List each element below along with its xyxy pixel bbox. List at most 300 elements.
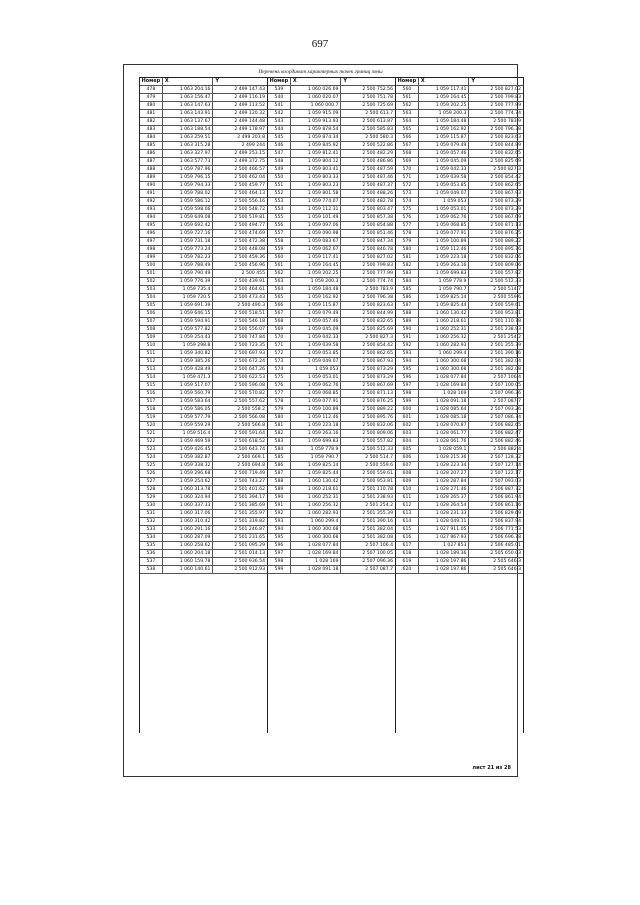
table-block-2 <box>267 77 395 733</box>
table-row <box>140 310 267 318</box>
table-row <box>396 374 523 382</box>
table-row <box>268 142 395 150</box>
table-row <box>396 470 523 478</box>
point-number: 571 <box>268 342 291 349</box>
coordinate-x: 1 028 085.64 <box>419 406 470 413</box>
table-row <box>140 110 267 118</box>
point-number: 592 <box>396 342 419 349</box>
point-number: 482 <box>140 118 163 125</box>
point-number: 547 <box>268 150 291 157</box>
coordinate-x: 1 059 068.85 <box>419 222 470 229</box>
coordinate-x: 1 059 200.3 <box>291 278 342 285</box>
coordinate-y: 2 507 093.26 <box>490 407 521 412</box>
point-number: 600 <box>396 406 419 413</box>
coordinate-y: 2 500 846.78 <box>362 247 393 252</box>
coordinate-x: 1 028 091.18 <box>419 398 470 405</box>
coordinate-x: 1 059 720.5 <box>163 294 214 301</box>
table-row <box>140 294 267 302</box>
coordinate-x: 1 059 426.45 <box>163 446 214 453</box>
point-number: 516 <box>140 390 163 397</box>
table-header-row <box>396 78 523 86</box>
coordinate-x: 1 060 337.33 <box>163 502 214 509</box>
coordinate-y: 2 500 488.26 <box>362 191 393 196</box>
coordinate-y: 2 505 646.3 <box>493 567 521 572</box>
point-number: 486 <box>140 150 163 157</box>
coordinate-x: 1 059 649.08 <box>163 214 214 221</box>
table-row <box>396 182 523 190</box>
coordinate-y: 2 500 895.76 <box>362 415 393 420</box>
coordinate-y: 2 507 087.7 <box>365 567 393 572</box>
table-row <box>140 270 267 278</box>
coordinate-y: 2 500 777.99 <box>490 103 521 108</box>
coordinate-x: 1 059 184.48 <box>419 118 470 125</box>
point-number: 543 <box>268 118 291 125</box>
point-number: 491 <box>140 190 163 197</box>
coordinate-y: 2 500 796.38 <box>362 295 393 300</box>
table-row <box>140 454 267 462</box>
point-number: 620 <box>396 566 419 573</box>
point-number: 570 <box>268 334 291 341</box>
table-row <box>396 366 523 374</box>
table-row <box>140 142 267 150</box>
coordinate-x: 1 059 090.98 <box>291 230 342 237</box>
coordinate-y: 2 499 120.32 <box>234 111 265 116</box>
point-number: 518 <box>140 406 163 413</box>
point-number: 565 <box>396 126 419 133</box>
point-number: 494 <box>140 214 163 221</box>
coordinate-x: 1 059 776.39 <box>163 278 214 285</box>
table-row <box>140 206 267 214</box>
coordinate-y: 2 500 512.33 <box>362 447 393 452</box>
coordinate-y: 2 501 390.16 <box>362 519 393 524</box>
coordinate-y: 2 501 394.17 <box>234 495 265 500</box>
point-number: 539 <box>268 86 291 93</box>
table-row <box>396 566 523 574</box>
coordinate-y: 2 500 514.7 <box>365 455 393 460</box>
point-number: 618 <box>396 550 419 557</box>
page-number: 697 <box>311 38 329 50</box>
point-number: 555 <box>268 214 291 221</box>
point-number: 530 <box>140 502 163 509</box>
coordinate-y: 2 500 557.82 <box>490 271 521 276</box>
point-number: 502 <box>140 278 163 285</box>
point-number: 533 <box>140 526 163 533</box>
point-number: 572 <box>268 350 291 357</box>
coordinate-y: 2 500 697.93 <box>234 351 265 356</box>
coordinate-x: 1 059 053.01 <box>419 206 470 213</box>
point-number: 504 <box>140 294 163 301</box>
table-row <box>396 558 523 566</box>
coordinate-y: 2 500 953.81 <box>362 479 393 484</box>
point-number: 509 <box>140 334 163 341</box>
coordinate-y: 2 500 827.02 <box>362 255 393 260</box>
coordinate-x: 1 059 101.49 <box>291 214 342 221</box>
coordinate-y: 2 500 464.13 <box>234 191 265 196</box>
coordinate-x: 1 059 796.15 <box>163 174 214 181</box>
coordinate-y: 2 500 580.3 <box>365 135 393 140</box>
coordinate-x: 1 028 085.18 <box>419 414 470 421</box>
table-row <box>140 214 267 222</box>
point-number: 542 <box>268 110 291 117</box>
coordinate-y: 2 500 743.27 <box>234 479 265 484</box>
coordinate-y: 2 500 936.54 <box>234 559 265 564</box>
table-row <box>396 430 523 438</box>
table-row <box>268 214 395 222</box>
table-row <box>268 254 395 262</box>
point-number: 582 <box>396 262 419 269</box>
coordinate-x: 1 028 197.86 <box>419 566 470 573</box>
coordinate-y: 2 500 466.57 <box>234 167 265 172</box>
coordinate-x: 1 059 117.41 <box>419 86 470 93</box>
coordinate-x: 1 059 298.8 <box>163 342 214 349</box>
coordinate-x: 1 059 804.12 <box>291 158 342 165</box>
coordinate-x: 1 059 112.31 <box>291 206 342 213</box>
coordinate-x: 1 059 077.91 <box>291 398 342 405</box>
coordinate-y: 2 501 014.13 <box>234 551 265 556</box>
point-number: 558 <box>268 238 291 245</box>
coordinate-x: 1 059 039.58 <box>291 342 342 349</box>
table-row <box>396 150 523 158</box>
point-number: 591 <box>268 502 291 509</box>
table-row <box>140 382 267 390</box>
table-row <box>140 326 267 334</box>
table-row <box>140 422 267 430</box>
header-y: Y <box>471 78 476 84</box>
table-row <box>140 558 267 566</box>
coordinate-x: 1 059 812.41 <box>291 150 342 157</box>
table-row <box>268 366 395 374</box>
table-row <box>268 382 395 390</box>
coordinate-y: 2 500 774.74 <box>362 279 393 284</box>
coordinate-x: 1 027 853 <box>419 542 470 549</box>
coordinate-y: 2 500 487.59 <box>362 167 393 172</box>
coordinate-y: 2 500 827.3 <box>493 167 521 172</box>
coordinate-x: 1 059 773.24 <box>163 246 214 253</box>
table-row <box>140 334 267 342</box>
coordinate-y: 2 499 116.19 <box>234 95 265 100</box>
coordinate-y: 2 500 557.62 <box>234 399 265 404</box>
table-row <box>268 206 395 214</box>
coordinate-y: 2 500 827.02 <box>490 87 521 92</box>
coordinate-x: 1 060 300.68 <box>291 534 342 541</box>
coordinate-y: 2 506 882.46 <box>490 439 521 444</box>
coordinate-y: 2 500 854.42 <box>362 343 393 348</box>
table-row <box>396 94 523 102</box>
coordinate-y: 2 500 559.6 <box>365 463 393 468</box>
point-number: 484 <box>140 134 163 141</box>
coordinate-x: 1 059 254.43 <box>163 334 214 341</box>
point-number: 507 <box>140 318 163 325</box>
table-row <box>140 158 267 166</box>
table-row <box>396 118 523 126</box>
point-number: 610 <box>396 486 419 493</box>
point-number: 598 <box>268 558 291 565</box>
point-number: 587 <box>268 470 291 477</box>
point-number: 617 <box>396 542 419 549</box>
table-row <box>396 86 523 94</box>
point-number: 590 <box>396 326 419 333</box>
table-row <box>396 510 523 518</box>
coordinate-y: 2 499 372.75 <box>234 159 265 164</box>
point-number: 565 <box>268 294 291 301</box>
table-row <box>268 510 395 518</box>
table-row <box>396 350 523 358</box>
coordinate-y: 2 507 127.14 <box>490 463 521 468</box>
coordinate-y: 2 500 825.69 <box>362 327 393 332</box>
table-row <box>140 302 267 310</box>
coordinate-x: 1 059 699.83 <box>291 438 342 445</box>
coordinate-x: 1 059 340.82 <box>163 350 214 357</box>
point-number: 548 <box>268 158 291 165</box>
coordinate-x: 1 059 263.16 <box>291 430 342 437</box>
table-row <box>268 310 395 318</box>
point-number: 579 <box>396 238 419 245</box>
table-row <box>396 414 523 422</box>
table-row <box>140 126 267 134</box>
table-row <box>140 502 267 510</box>
point-number: 584 <box>396 278 419 285</box>
table-row <box>396 102 523 110</box>
table-row <box>268 262 395 270</box>
coordinate-y: 2 500 844.99 <box>490 143 521 148</box>
coordinate-y: 2 500 448.08 <box>234 247 265 252</box>
table-row <box>396 422 523 430</box>
point-number: 501 <box>140 270 163 277</box>
point-number: 496 <box>140 230 163 237</box>
coordinate-x: 1 059 794.33 <box>163 182 214 189</box>
table-row <box>268 558 395 566</box>
coordinate-x: 1 060 026.69 <box>291 86 342 93</box>
coordinate-x: 1 059 782.23 <box>163 254 214 261</box>
coordinate-y: 2 507 100.05 <box>362 551 393 556</box>
table-row <box>396 246 523 254</box>
coordinate-y: 2 500 672.24 <box>234 359 265 364</box>
coordinate-x: 1 063 156.47 <box>163 94 214 101</box>
point-number: 515 <box>140 382 163 389</box>
point-number: 593 <box>396 350 419 357</box>
point-number: 596 <box>396 374 419 381</box>
coordinate-y: 2 507 096.36 <box>362 559 393 564</box>
coordinate-x: 1 059 100.89 <box>419 238 470 245</box>
table-row <box>140 86 267 94</box>
point-number: 598 <box>396 390 419 397</box>
table-row <box>396 302 523 310</box>
table-row <box>396 222 523 230</box>
header-x: X <box>163 78 214 85</box>
coordinate-x: 1 059 825.14 <box>291 462 342 469</box>
point-number: 500 <box>140 262 163 269</box>
point-number: 560 <box>268 254 291 261</box>
coordinate-x: 1 028 059.1 <box>419 446 470 453</box>
table-row <box>396 398 523 406</box>
coordinate-x: 1 059 469.59 <box>163 438 214 445</box>
coordinate-y: 2 499 144.48 <box>234 119 265 124</box>
coordinate-y: 2 500 867.93 <box>490 191 521 196</box>
point-number: 580 <box>396 246 419 253</box>
coordinate-x: 1 059 825.14 <box>419 294 470 301</box>
coordinate-x: 1 059 223.18 <box>419 254 470 261</box>
coordinate-x: 1 060 218.61 <box>419 318 470 325</box>
coordinate-y: 2 500 486.86 <box>362 159 393 164</box>
coordinate-y: 2 501 401.62 <box>234 487 265 492</box>
coordinate-x: 1 060 317.06 <box>163 510 214 517</box>
coordinate-x: 1 059 594.91 <box>163 318 214 325</box>
table-row <box>396 494 523 502</box>
coordinate-x: 1 059 057.46 <box>291 318 342 325</box>
coordinate-y: 2 500 862.65 <box>490 183 521 188</box>
coordinate-x: 1 028 061.76 <box>419 438 470 445</box>
point-number: 592 <box>268 510 291 517</box>
table-row <box>268 478 395 486</box>
coordinate-y: 2 500 725.69 <box>362 103 393 108</box>
coordinate-y: 2 500 825.69 <box>490 159 521 164</box>
table-row <box>140 390 267 398</box>
coordinate-x: 1 059 068.85 <box>291 390 342 397</box>
coordinate-x: 1 059 790.49 <box>163 270 214 277</box>
coordinate-y: 2 500 556.16 <box>234 199 265 204</box>
table-row <box>396 326 523 334</box>
coordinate-y: 2 500 873.29 <box>490 199 521 204</box>
coordinate-y: 2 500 566.8 <box>237 423 265 428</box>
coordinate-x: 1 059 560.79 <box>163 390 214 397</box>
coordinate-y: 2 500 871.13 <box>362 391 393 396</box>
table-row <box>268 454 395 462</box>
point-number: 593 <box>268 518 291 525</box>
coordinate-x: 1 028 077.84 <box>291 542 342 549</box>
coordinate-y: 2 500 462.04 <box>234 175 265 180</box>
coordinate-y: 2 500 747.84 <box>234 335 265 340</box>
table-row <box>268 502 395 510</box>
coordinate-y: 2 501 355.39 <box>362 511 393 516</box>
coordinate-x: 1 059 646.15 <box>163 310 214 317</box>
coordinate-x: 1 059 577.79 <box>163 414 214 421</box>
point-number: 583 <box>268 438 291 445</box>
coordinate-x: 1 027 911.05 <box>419 526 470 533</box>
point-number: 602 <box>396 422 419 429</box>
table-row <box>140 94 267 102</box>
table-row <box>268 470 395 478</box>
coordinate-y: 2 500 459.77 <box>234 183 265 188</box>
coordinate-x: 1 059 598.06 <box>163 206 214 213</box>
table-row <box>140 238 267 246</box>
point-number: 556 <box>268 222 291 229</box>
table-row <box>268 302 395 310</box>
coordinate-x: 1 063 327.97 <box>163 150 214 157</box>
coordinate-x: 1 059 053.85 <box>419 182 470 189</box>
point-number: 574 <box>268 366 291 373</box>
coordinate-y: 2 500 871.13 <box>490 223 521 228</box>
table-row <box>268 374 395 382</box>
coordinate-x: 1 059 735.4 <box>163 286 214 293</box>
table-row <box>140 430 267 438</box>
table-row <box>396 110 523 118</box>
coordinate-y: 2 500 889.22 <box>490 239 521 244</box>
table-row <box>396 262 523 270</box>
coordinate-y: 2 500 512.33 <box>490 279 521 284</box>
coordinate-y: 2 501 355.97 <box>234 511 265 516</box>
coordinate-x: 1 059 913.93 <box>291 118 342 125</box>
coordinate-x: 1 028 231.33 <box>419 510 470 517</box>
point-number: 578 <box>396 230 419 237</box>
coordinate-x: 1 060 300.68 <box>419 366 470 373</box>
point-number: 596 <box>268 542 291 549</box>
table-row <box>268 430 395 438</box>
coordinate-y: 2 501 382.08 <box>490 367 521 372</box>
coordinate-x: 1 059 079.49 <box>291 310 342 317</box>
point-number: 585 <box>268 454 291 461</box>
point-number: 563 <box>268 278 291 285</box>
coordinate-x: 1 059 254.62 <box>163 478 214 485</box>
coordinate-x: 1 059 516.4 <box>163 430 214 437</box>
point-number: 571 <box>396 174 419 181</box>
coordinate-y: 2 500 482.29 <box>362 151 393 156</box>
coordinate-y: 2 500 456.96 <box>234 263 265 268</box>
coordinate-y: 2 500 591.64 <box>234 431 265 436</box>
point-number: 513 <box>140 366 163 373</box>
coordinate-y: 2 500 723.35 <box>234 343 265 348</box>
coordinate-x: 1 059 727.16 <box>163 230 214 237</box>
point-number: 599 <box>396 398 419 405</box>
coordinate-x: 1 063 147.63 <box>163 102 214 109</box>
coordinate-x: 1 063 259.51 <box>163 134 214 141</box>
coordinate-x: 1 059 801.58 <box>291 190 342 197</box>
coordinate-y: 2 500 854.42 <box>490 175 521 180</box>
point-number: 567 <box>396 142 419 149</box>
coordinate-y: 2 501 238.93 <box>490 327 521 332</box>
coordinate-x: 1 059 790.7 <box>419 286 470 293</box>
point-number: 569 <box>268 326 291 333</box>
point-number: 589 <box>268 486 291 493</box>
coordinate-x: 1 059 057.46 <box>419 150 470 157</box>
coordinate-y: 2 500 889.22 <box>362 407 393 412</box>
point-number: 551 <box>268 182 291 189</box>
point-number: 579 <box>268 406 291 413</box>
point-number: 616 <box>396 534 419 541</box>
table-row <box>268 158 395 166</box>
point-number: 581 <box>396 254 419 261</box>
coordinate-y: 2 501 238.93 <box>362 495 393 500</box>
table-row <box>268 462 395 470</box>
coordinate-x: 1 059 845.92 <box>291 142 342 149</box>
coordinate-y: 2 499 253.15 <box>234 151 265 156</box>
point-number: 584 <box>268 446 291 453</box>
table-row <box>268 294 395 302</box>
coordinate-y: 2 500 832.65 <box>490 151 521 156</box>
coordinate-x: 1 059 045.09 <box>291 326 342 333</box>
table-row <box>140 134 267 142</box>
point-number: 490 <box>140 182 163 189</box>
table-row <box>140 342 267 350</box>
table-row <box>140 486 267 494</box>
table-row <box>268 390 395 398</box>
coordinate-y: 2 505 650.03 <box>490 551 521 556</box>
table-row <box>396 294 523 302</box>
coordinate-y: 2 501 355.39 <box>490 343 521 348</box>
table-row <box>396 406 523 414</box>
point-number: 604 <box>396 438 419 445</box>
point-number: 568 <box>396 150 419 157</box>
coordinate-x: 1 059 184.48 <box>291 286 342 293</box>
point-number: 540 <box>268 94 291 101</box>
table-row <box>396 390 523 398</box>
coordinate-x: 1 027 867.93 <box>419 534 470 541</box>
coordinate-x: 1 028 189.36 <box>419 550 470 557</box>
coordinate-x: 1 059 471.3 <box>163 374 214 381</box>
point-number: 566 <box>396 134 419 141</box>
table-row <box>140 246 267 254</box>
point-number: 503 <box>140 286 163 293</box>
point-number: 564 <box>396 118 419 125</box>
